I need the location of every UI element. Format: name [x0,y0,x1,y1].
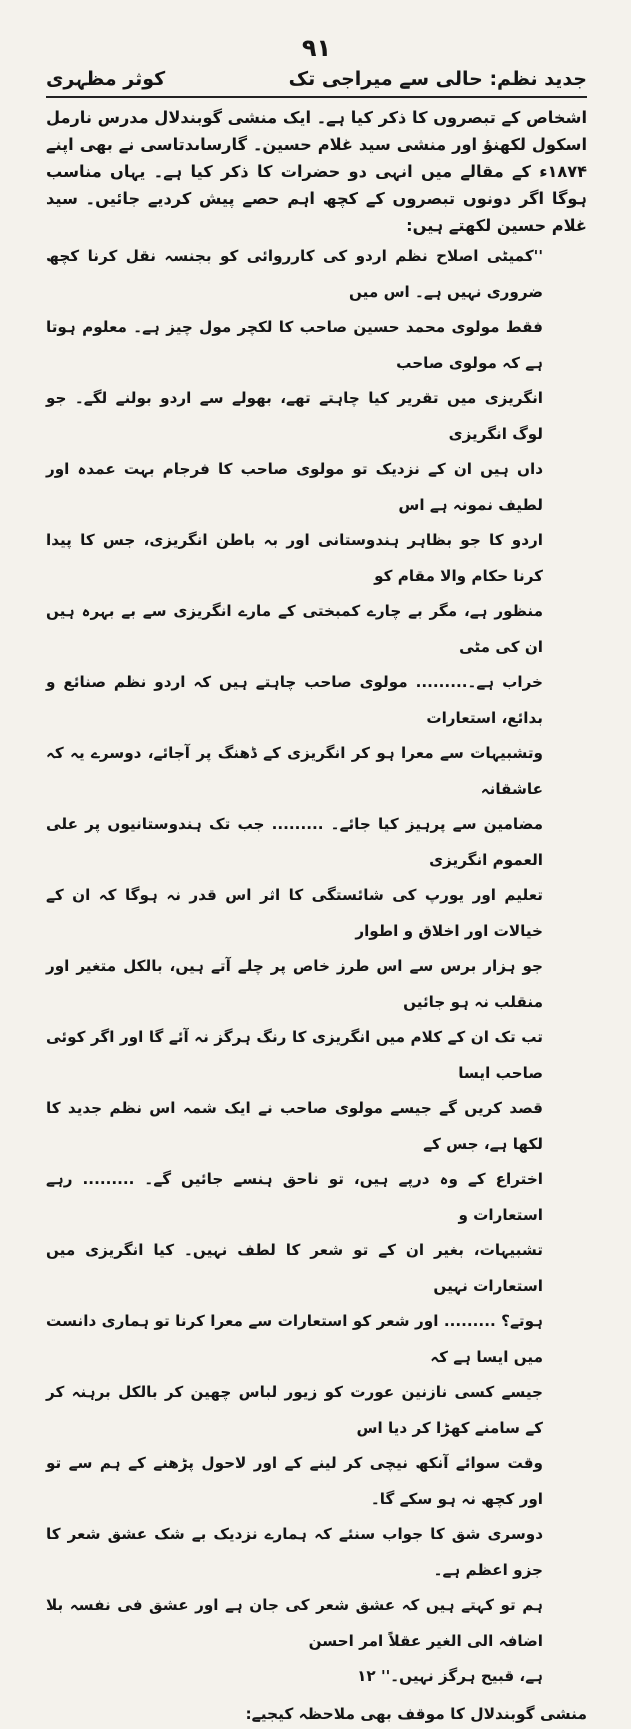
closing-section [46,1699,587,1729]
quote-line: جیسے کسی نازنین عورت کو زیور لباس چھین کر بالکل برہنہ کر کے سامنے کھڑا کر دیا اس [46,1383,543,1437]
quote-line: قصد کریں گے جیسے مولوی صاحب نے ایک شمہ اس نظم جدید کا لکھا ہے، جس کے [46,1099,543,1153]
quote-line: انگریزی میں تقریر کیا چاہتے تھے، بھولے سے اردو بولنے لگے۔ جو لوگ انگریزی [46,389,543,443]
quote-line: دوسری شق کا جواب سنئے کہ ہمارے نزدیک بے شک عشق شعر کا جزو اعظم ہے۔ [46,1525,543,1579]
header-rule [46,96,587,98]
closing-line: منشی گوبندلال کا موقف بھی ملاحظہ کیجیے: [245,1704,587,1723]
author-name: کوثر مظہری [46,68,166,90]
block-quote [46,239,543,1695]
quote-line: وقت سوائے آنکھ نیچی کر لینے کے اور لاحول پڑھنے کے ہم سے تو اور کچھ نہ ہو سکے گا۔ [46,1454,543,1508]
quote-line: داں ہیں ان کے نزدیک تو مولوی صاحب کا فرجام بہت عمدہ اور لطیف نمونہ ہے اس [46,460,543,514]
quote-line: اختراع کے وہ درپے ہیں، تو ناحق ہنسے جائیں گے۔ ......... رہے استعارات و [46,1170,543,1224]
quote-line: ہوتے؟ ......... اور شعر کو استعارات سے معرا کرنا تو ہماری دانست میں ایسا ہے کہ [46,1312,543,1366]
running-header [46,34,587,90]
quote-line: وتشبیہات سے معرا ہو کر انگریزی کے ڈھنگ پر آجائے، دوسرے یہ کہ عاشقانہ [46,744,543,798]
book-title: جدید نظم: حالی سے میراجی تک [288,68,587,90]
quote-line: جو ہزار برس سے اس طرز خاص پر چلے آتے ہیں، بالکل متغیر اور منقلب نہ ہو جائیں [46,957,543,1011]
page-number: ۹۱ [301,34,332,62]
quote-line: تشبیہات، بغیر ان کے تو شعر کا لطف نہیں۔ کیا انگریزی میں استعارات نہیں [46,1241,543,1295]
quote-line: تب تک ان کے کلام میں انگریزی کا رنگ ہرگز نہ آئے گا اور اگر کوئی صاحب ایسا [46,1028,543,1082]
quote-line: مضامین سے پرہیز کیا جائے۔ ......... جب تک ہندوستانیوں پر علی العموم انگریزی [46,815,543,869]
quote-line: خراب ہے۔......... مولوی صاحب چاہتے ہیں کہ اردو نظم صنائع و بدائع، استعارات [46,673,543,727]
quote-line: ''کمیٹی اصلاح نظم اردو کی کارروائی کو بجنسہ نقل کرنا کچھ ضروری نہیں ہے۔ اس میں [46,247,543,301]
intro-paragraph: اشخاص کے تبصروں کا ذکر کیا ہے۔ ایک منشی گوبندلال مدرس نارمل اسکول لکھنؤ اور منشی سید غلام حسین۔ گارساںدتاسی نے بھی اپنے ۱۸۷۴ء کے مقالے میں انہی دو حضرات کا ذکر کیا ہے۔ یہاں مناسب ہوگا اگر دونوں تبصروں کے کچھ اہم حصے پیش کردیے جائیں۔ سید غلام حسین لکھتے ہیں: [46,108,587,235]
quote-line: منظور ہے، مگر بے چارے کمبختی کے مارے انگریزی سے بے بہرہ ہیں ان کی مٹی [46,602,543,656]
quote-line: ہم تو کہتے ہیں کہ عشق شعر کی جان ہے اور عشق فی نفسہ بلا اضافہ الی الغیر عقلاً امر احسن [46,1596,543,1650]
quote-line: اردو کا جو بظاہر ہندوستانی اور بہ باطن انگریزی، جس کا پیدا کرنا حکام والا مقام کو [46,531,543,585]
page-body [46,104,587,1729]
quote-line: ہے، قبیح ہرگز نہیں۔'' ۱۲ [357,1667,543,1685]
quote-line: فقط مولوی محمد حسین صاحب کا لکچر مول چیز ہے۔ معلوم ہوتا ہے کہ مولوی صاحب [46,318,543,372]
quote-line: تعلیم اور یورپ کی شائستگی کا اثر اس قدر نہ ہوگا کہ ان کے خیالات اور اخلاق و اطوار [46,886,543,940]
